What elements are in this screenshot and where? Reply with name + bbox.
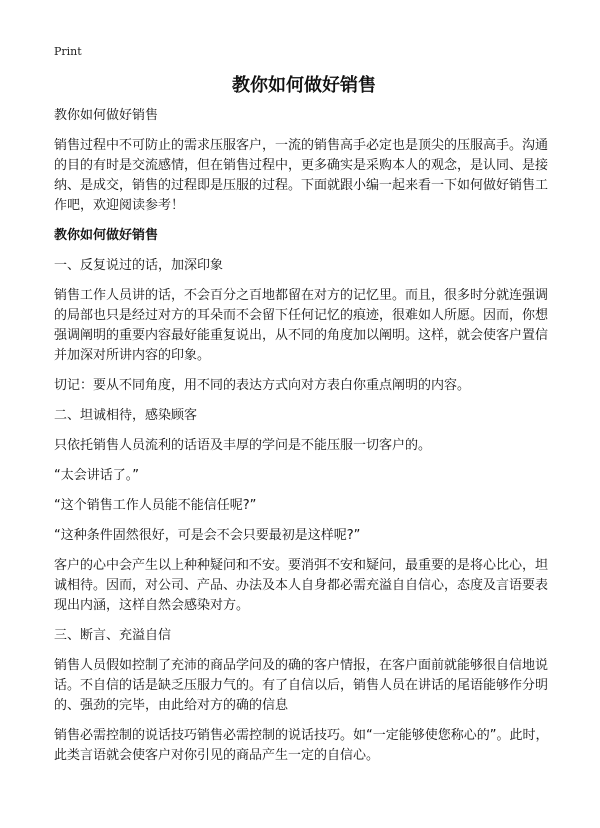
print-link[interactable]: Print xyxy=(54,45,82,58)
paragraph-note: 切记：要从不同角度，用不同的表达方式向对方表白你重点阐明的内容。 xyxy=(54,378,471,393)
paragraph-body: 客户的心中会产生以上种种疑问和不安。要消弭不安和疑问，最重要的是将心比心，坦诚相待。因而，对公司、产品、办法及本人自身都必需充溢自自信心，态度及言语要表现出内涵，这样自然会感染对方。 xyxy=(54,558,549,613)
section-2-heading: 二、坦诚相待，感染顾客 xyxy=(54,408,198,423)
section-1-heading: 一、反复说过的话，加深印象 xyxy=(54,258,224,273)
paragraph-intro: 销售过程中不可防止的需求压服客户，一流的销售高手必定也是顶尖的压服高手。沟通的目的有时是交流感情，但在销售过程中，更多确实是采购本人的观念，是认同、是接纳、是成交，销售的过程即是压服的过程。下面就跟小编一起来看一下如何做好销售工作吧，欢迎阅读参考！ xyxy=(54,138,549,213)
document-page xyxy=(54,44,554,776)
section-3-heading: 三、断言、充溢自信 xyxy=(54,628,172,643)
paragraph-body: 销售必需控制的说话技巧销售必需控制的说话技巧。如“一定能够使您称心的”。此时，此类言语就会使客户对你引见的商品产生一定的自信心。 xyxy=(54,728,549,763)
quote-line: “这种条件固然很好，可是会不会只要最初是这样呢?” xyxy=(54,528,361,543)
quote-line: “这个销售工作人员能不能信任呢?” xyxy=(54,498,257,513)
paragraph-body: 只依托销售人员流利的话语及丰厚的学问是不能压服一切客户的。 xyxy=(54,438,432,453)
paragraph-body: 销售人员假如控制了充沛的商品学问及的确的客户情报，在客户面前就能够很自信地说话。不自信的话是缺乏压服力气的。有了自信以后，销售人员在讲话的尾语能够作分明的、强劲的完毕，由此给对方的确的信息 xyxy=(54,658,549,713)
quote-line: “太会讲话了。” xyxy=(54,468,139,483)
paragraph-subtitle: 教你如何做好销售 xyxy=(54,108,159,123)
document-title: 教你如何做好销售 xyxy=(232,75,376,96)
paragraph-body: 销售工作人员讲的话，不会百分之百地都留在对方的记忆里。而且，很多时分就连强调的局部也只是经过对方的耳朵而不会留下任何记忆的痕迹，很难如人所愿。因而，你想强调阐明的重要内容最好能重复说出，从不同的角度加以阐明。这样，就会使客户置信并加深对所讲内容的印象。 xyxy=(54,288,549,363)
section-heading: 教你如何做好销售 xyxy=(54,228,159,243)
